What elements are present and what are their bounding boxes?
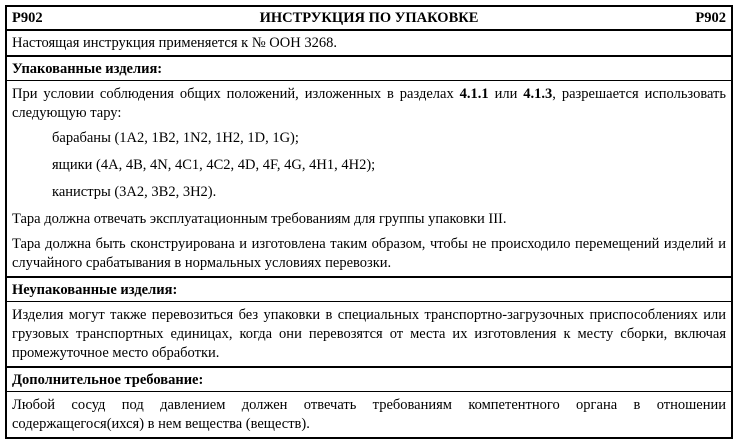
instruction-title: ИНСТРУКЦИЯ ПО УПАКОВКЕ [259, 9, 479, 26]
packaged-para-performance: Тара должна отвечать эксплуатационным требованиям для группы упаковки III. [12, 211, 507, 227]
packaged-para-design: Тара должна быть сконструирована и изготовлена таким образом, чтобы не происходило перемещений изделий и случайного срабатывания в нормальных условиях перевозки. [12, 236, 726, 271]
section-ref-4-1-3: 4.1.3 [523, 86, 553, 102]
instruction-header [7, 7, 731, 31]
intro-text-b: или [488, 86, 524, 102]
packaging-item-jerricans: канистры (3A2, 3B2, 3H2). [52, 184, 217, 200]
unpackaged-text: Изделия могут также перевозиться без упаковки в специальных транспортно-загрузочных приспособлениях или грузовых транспортных единицах, когда они перевозятся от места их изготовления к месту сборки, включая промежуточное место обработки. [12, 307, 726, 361]
instruction-code-right: P902 [695, 9, 726, 26]
packaging-item-drums: барабаны (1A2, 1B2, 1N2, 1H2, 1D, 1G); [52, 130, 299, 146]
instruction-code-left: P902 [12, 9, 43, 26]
intro-text-a: При условии соблюдения общих положений, изложенных в разделах [12, 86, 460, 102]
additional-requirement-text: Любой сосуд под давлением должен отвечать требованиям компетентного органа в отношении содержащегося(ихся) в нем вещества (веществ). [12, 397, 726, 432]
packaged-intro [12, 85, 726, 123]
packaged-articles-heading: Упакованные изделия: [7, 57, 731, 81]
packaged-articles-body [7, 81, 731, 278]
additional-requirement-body [7, 392, 731, 437]
unpackaged-articles-heading: Неупакованные изделия: [7, 278, 731, 302]
section-ref-4-1-1: 4.1.1 [459, 86, 489, 102]
packing-instruction-table [5, 5, 733, 439]
additional-requirement-heading: Дополнительное требование: [7, 368, 731, 392]
intro-text-c: , разрешается использовать следующую тару: [12, 86, 726, 121]
applicability-row: Настоящая инструкция применяется к № ООН 3268. [7, 31, 731, 57]
unpackaged-articles-body [7, 302, 731, 368]
packaging-item-boxes: ящики (4A, 4B, 4N, 4C1, 4C2, 4D, 4F, 4G, 4H1, 4H2); [52, 157, 376, 173]
